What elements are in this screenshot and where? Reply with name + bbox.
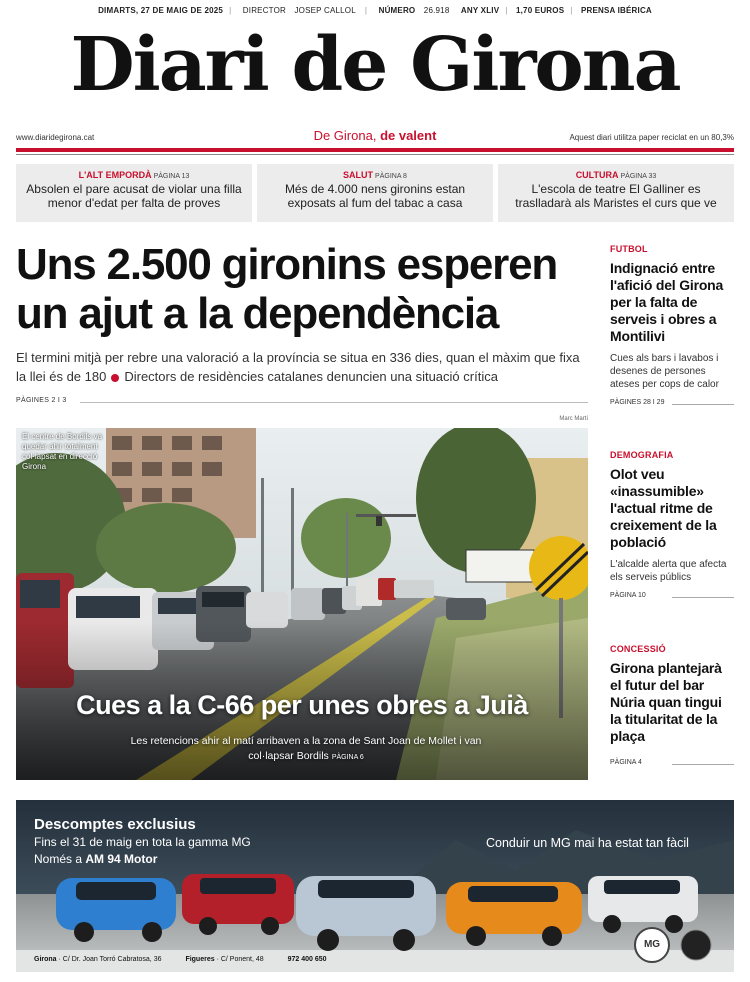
- sidebar-headline: Girona plantejarà el futur del bar Núria quan tingui la titularitat de la plaça: [610, 660, 722, 744]
- sidebar-body: L'alcalde alerta que afecta els serveis públics: [610, 559, 727, 583]
- masthead-grey-rule: [16, 154, 734, 155]
- sidebar-kicker: DEMOGRAFIA: [610, 450, 674, 460]
- recycling-note: Aquest diari utilitza paper reciclat en un 80,3%: [569, 133, 734, 142]
- ad-address-girona: · C/ Dr. Joan Torró Cabratosa, 36: [56, 956, 162, 963]
- lead-headline[interactable]: Uns 2.500 gironins esperen un ajut a la dependència: [16, 240, 558, 338]
- issue-price: 1,70 EUROS: [515, 6, 565, 15]
- sidebar-kicker: FUTBOL: [610, 244, 648, 254]
- teaser-kicker-text: SALUT: [343, 170, 374, 180]
- teaser-kicker-text: CULTURA: [575, 170, 619, 180]
- teaser-page: PÀGINA 13: [153, 173, 190, 180]
- lead-pages: PÀGINES 2 I 3: [16, 397, 67, 404]
- issue-year: ANY XLIV: [460, 6, 500, 15]
- sidebar-headline: Olot veu «inassumible» l'actual ritme de creixement de la població: [610, 466, 717, 550]
- dealer-logo-icon: [681, 930, 711, 960]
- sidebar-headline: Indignació entre l'afició del Girona per la falta de serveis i obres a Montilivi: [610, 260, 724, 344]
- teaser-text: Més de 4.000 nens gironins estan exposats al fum del tabac a casa: [284, 182, 466, 210]
- masthead-subbar: [16, 126, 734, 146]
- main-photo[interactable]: [16, 428, 588, 780]
- ad-line2: [34, 852, 157, 866]
- lead-sub-a: El termini mitjà per rebre una valoració a la província se situa en 336 dies, quan el màxim que fixa la llei és de 180: [16, 350, 580, 384]
- sidebar-body: Cues als bars i lavabos i desenes de persones ateses per cops de calor: [610, 353, 719, 390]
- teaser-page: PÀGINA 33: [620, 173, 657, 180]
- ad-tagline: Conduir un MG mai ha estat tan fàcil: [486, 836, 689, 850]
- top-info-line: DIMARTS, 27 DE MAIG DE 2025 | DIRECTOR JOSEP CALLOL | NÚMERO 26.918 ANY XLIV | 1,70 EUROS | PRENSA IBÉRICA: [98, 6, 652, 15]
- teaser-kicker-text: L'ALT EMPORDÀ: [78, 170, 152, 180]
- ad-title: Descomptes exclusius: [34, 816, 196, 833]
- teaser-text: Absolen el pare acusat de violar una filla menor d'edat per falta de proves: [26, 182, 242, 210]
- traffic-jam-illustration: [16, 428, 588, 780]
- teaser-cultura[interactable]: [498, 164, 734, 222]
- website-link[interactable]: www.diaridegirona.cat: [16, 133, 95, 142]
- photo-headline[interactable]: Cues a la C-66 per unes obres a Juià: [76, 690, 528, 720]
- teaser-strip: [16, 164, 734, 222]
- publisher-group: PRENSA IBÉRICA: [580, 6, 652, 15]
- ad-address-figueres: · C/ Ponent, 48: [214, 956, 264, 963]
- photo-page: PÀGINA 6: [331, 754, 364, 761]
- sidebar-item-demografia[interactable]: [610, 450, 734, 599]
- lead-sub-b: Directors de residències catalanes denuncien una situació crítica: [124, 369, 498, 384]
- sidebar-item-concessio[interactable]: [610, 644, 734, 766]
- masthead-red-rule: [16, 148, 734, 152]
- motto-bold: de valent: [380, 128, 437, 143]
- teaser-kicker: [257, 170, 493, 180]
- issue-number: 26.918: [423, 6, 450, 15]
- lead-subheadline: [16, 348, 591, 386]
- issue-date: DIMARTS, 27 DE MAIG DE 2025: [98, 6, 224, 15]
- sidebar-page: PÀGINA 4: [610, 759, 734, 766]
- teaser-kicker: [498, 170, 734, 180]
- ad-line2-plain: Només a: [34, 852, 86, 866]
- lead-rule: [80, 402, 588, 403]
- teaser-alt-emporda[interactable]: [16, 164, 252, 222]
- teaser-kicker: [16, 170, 252, 180]
- director-name: JOSEP CALLOL: [294, 6, 356, 15]
- teaser-text: L'escola de teatre El Galliner es traslladarà als Maristes el curs que ve: [515, 182, 717, 210]
- ad-footer: [34, 956, 349, 963]
- sidebar-item-futbol[interactable]: [610, 244, 734, 406]
- ad-phone: 972 400 650: [287, 956, 327, 963]
- photo-credit: Marc Martí: [559, 416, 588, 422]
- sidebar-page: PÀGINA 10: [610, 592, 734, 599]
- mg-advertisement[interactable]: [16, 800, 734, 972]
- number-label: NÚMERO: [378, 6, 416, 15]
- mg-logo-text: MG: [643, 939, 661, 950]
- teaser-salut[interactable]: [257, 164, 493, 222]
- ad-dealer-name: AM 94 Motor: [85, 852, 158, 866]
- photo-inset-caption: El centre de Bordils va quedar ahir totalment col·lapsat en direcció Girona: [22, 432, 103, 471]
- director-label: DIRECTOR: [242, 6, 287, 15]
- photo-text-body: Les retencions ahir al matí arribaven a la zona de Sant Joan de Mollet i van col·lapsar Bordils: [130, 735, 482, 762]
- teaser-page: PÀGINA 8: [375, 173, 407, 180]
- motto-plain: De Girona,: [313, 128, 381, 143]
- ad-city-girona: Girona: [34, 956, 57, 963]
- photo-text: [126, 734, 486, 765]
- bullet-dot-icon: [111, 374, 119, 382]
- sidebar-kicker: CONCESSIÓ: [610, 644, 666, 654]
- masthead-logo[interactable]: Diari de Girona: [70, 22, 680, 108]
- ad-line1: Fins el 31 de maig en tota la gamma MG: [34, 835, 251, 849]
- ad-city-figueres: Figueres: [185, 956, 215, 963]
- sidebar-page: PÀGINES 28 I 29: [610, 399, 734, 406]
